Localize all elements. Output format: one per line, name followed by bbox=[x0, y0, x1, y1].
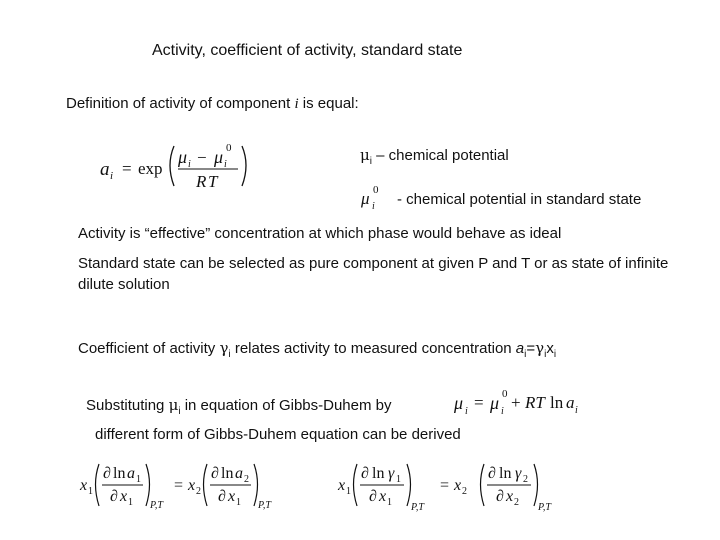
svg-text:i: i bbox=[110, 170, 114, 182]
svg-text:x: x bbox=[338, 477, 346, 494]
svg-text:i: i bbox=[224, 159, 227, 170]
exp-function: exp bbox=[138, 159, 163, 178]
svg-text:x: x bbox=[120, 488, 128, 505]
svg-text:i: i bbox=[501, 406, 504, 417]
svg-text:ln: ln bbox=[221, 465, 234, 482]
chemical-potential-formula bbox=[452, 388, 592, 420]
activity-formula bbox=[98, 132, 258, 198]
svg-text:μ: μ bbox=[178, 147, 188, 167]
svg-text:x: x bbox=[228, 488, 236, 505]
gibbs-duhem-activity-equation bbox=[80, 456, 300, 514]
svg-text:x: x bbox=[80, 477, 88, 494]
svg-text:i: i bbox=[465, 406, 468, 417]
svg-text:ln: ln bbox=[113, 465, 126, 482]
svg-text:=: = bbox=[440, 477, 450, 494]
svg-text:2: 2 bbox=[244, 474, 249, 485]
right-paren bbox=[242, 146, 246, 186]
svg-text:1: 1 bbox=[346, 486, 351, 497]
svg-text:x: x bbox=[379, 488, 387, 505]
svg-text:2: 2 bbox=[196, 486, 201, 497]
svg-text:∂: ∂ bbox=[110, 488, 118, 505]
standard-potential-symbol bbox=[360, 182, 392, 214]
svg-text:ln: ln bbox=[499, 465, 512, 482]
svg-text:P,T: P,T bbox=[411, 502, 424, 513]
svg-text:∂: ∂ bbox=[496, 488, 504, 505]
svg-text:=: = bbox=[174, 477, 184, 494]
svg-text:R: R bbox=[196, 172, 207, 191]
svg-text:x: x bbox=[506, 488, 514, 505]
effective-concentration-paragraph: Activity is “effective” concentration at which phase would behave as ideal bbox=[78, 225, 562, 242]
gibbs-duhem-gamma-equation bbox=[338, 456, 578, 514]
svg-text:ln: ln bbox=[550, 393, 564, 412]
svg-text:P,T: P,T bbox=[538, 502, 551, 513]
svg-text:T: T bbox=[208, 172, 218, 191]
svg-text:∂: ∂ bbox=[361, 465, 369, 482]
standard-state-paragraph: Standard state can be selected as pure component at given P and T or as state of infinite dilute solution bbox=[78, 255, 669, 293]
activity-definition-text: Definition of activity of component i is equal: bbox=[66, 95, 359, 112]
svg-text:∂: ∂ bbox=[103, 465, 111, 482]
svg-text:−: − bbox=[197, 148, 207, 167]
svg-text:γ: γ bbox=[388, 465, 395, 482]
svg-text:0: 0 bbox=[226, 142, 232, 154]
svg-text:∂: ∂ bbox=[369, 488, 377, 505]
svg-text:a: a bbox=[566, 393, 575, 412]
slide-title: Activity, coefficient of activity, standard state bbox=[152, 42, 463, 59]
svg-text:x: x bbox=[188, 477, 196, 494]
left-paren bbox=[170, 146, 174, 186]
svg-text:i: i bbox=[575, 405, 578, 416]
svg-text:μ: μ bbox=[454, 393, 464, 413]
svg-text:1: 1 bbox=[236, 497, 241, 508]
svg-text:1: 1 bbox=[396, 474, 401, 485]
svg-text:i: i bbox=[188, 159, 191, 170]
svg-text:x: x bbox=[454, 477, 462, 494]
svg-text:μ: μ bbox=[361, 189, 370, 208]
activity-coefficient-paragraph: Coefficient of activity $\gamma_i$ relates activity to measured concentration $a_i=\gamma_ix_i$ bbox=[78, 339, 557, 360]
svg-text:RT: RT bbox=[525, 393, 545, 412]
svg-text:=: = bbox=[122, 159, 132, 178]
svg-text:i: i bbox=[372, 201, 375, 212]
svg-text:∂: ∂ bbox=[218, 488, 226, 505]
standard-potential-legend: - chemical potential in standard state bbox=[397, 191, 642, 208]
substituting-paragraph: Substituting $\mu_i$ in equation of Gibbs-Duhem by bbox=[86, 396, 392, 417]
svg-text:P,T: P,T bbox=[258, 500, 271, 511]
svg-text:0: 0 bbox=[502, 388, 508, 400]
svg-text:1: 1 bbox=[128, 497, 133, 508]
svg-text:∂: ∂ bbox=[211, 465, 219, 482]
svg-text:2: 2 bbox=[462, 486, 467, 497]
svg-text:2: 2 bbox=[523, 474, 528, 485]
svg-text:+: + bbox=[511, 393, 521, 412]
svg-text:1: 1 bbox=[136, 474, 141, 485]
svg-text:2: 2 bbox=[514, 497, 519, 508]
svg-text:γ: γ bbox=[515, 465, 522, 482]
activity-symbol: a bbox=[100, 159, 110, 180]
svg-text:μ: μ bbox=[490, 393, 500, 413]
svg-text:μ: μ bbox=[214, 147, 224, 167]
svg-text:a: a bbox=[127, 465, 135, 482]
svg-text:=: = bbox=[474, 393, 484, 412]
derived-form-paragraph: different form of Gibbs-Duhem equation can be derived bbox=[95, 426, 461, 443]
svg-text:ln: ln bbox=[372, 465, 385, 482]
svg-text:a: a bbox=[235, 465, 243, 482]
svg-text:0: 0 bbox=[373, 184, 379, 196]
svg-text:1: 1 bbox=[88, 486, 93, 497]
chemical-potential-legend: $\mu_i$ – chemical potential bbox=[360, 146, 509, 167]
svg-text:1: 1 bbox=[387, 497, 392, 508]
svg-text:∂: ∂ bbox=[488, 465, 496, 482]
svg-text:P,T: P,T bbox=[150, 500, 163, 511]
